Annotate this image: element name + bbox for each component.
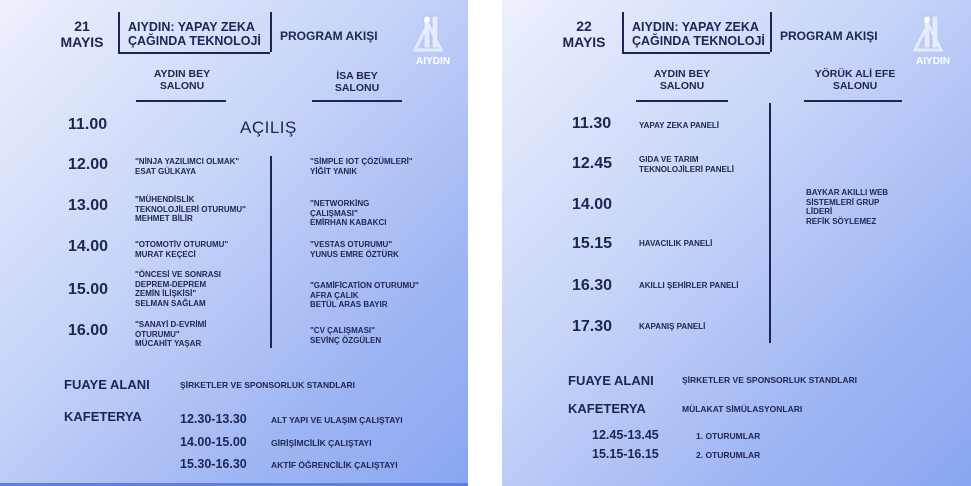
opening-time: 11.00 (68, 116, 108, 133)
salon-right (312, 70, 402, 94)
session-speaker: MURAT KEÇECİ (135, 249, 196, 259)
session-time: 13.00 (68, 197, 109, 214)
session-time: 14.00 (572, 196, 613, 213)
session-speaker: MÜCAHİT YAŞAR (135, 339, 202, 348)
session-time: 11.30 (572, 115, 612, 132)
salon-left (632, 68, 732, 92)
salon-underline (636, 100, 728, 102)
date-day: 22 (576, 18, 592, 34)
salon-right-line1: İSA BEY (336, 70, 378, 82)
session-time: 15.00 (68, 281, 109, 298)
session-left (135, 195, 246, 224)
session-right (310, 199, 386, 228)
session-speaker: YUNUS EMRE ÖZTÜRK (310, 249, 399, 259)
cafe-time: 15.15-16.15 (592, 447, 659, 461)
session-time: 15.15 (572, 235, 613, 252)
session-time: 12.45 (572, 155, 613, 172)
column-divider (769, 103, 771, 343)
session-title: ZEMİN İLİŞKİSİ" (135, 289, 197, 298)
session-time: 16.30 (572, 277, 613, 294)
cafe-text: ALT YAPI VE ULAŞIM ÇALIŞTAYI (271, 415, 403, 425)
session-title: KAPANIŞ PANELİ (639, 322, 706, 331)
session-right (310, 281, 419, 310)
session-title: HAVACILIK PANELİ (639, 239, 713, 248)
session-title: OTURUMU" (135, 329, 180, 339)
salon-right-line2: SALONU (832, 80, 878, 92)
session-title: AKILLI ŞEHİRLER PANELİ (639, 281, 739, 290)
session-title: TEKNOLOJİLERİ PANELİ (639, 164, 734, 174)
session-title: "NETWORKİNG (310, 199, 370, 208)
logo-text: AIYDIN (916, 56, 950, 67)
opening-label: AÇILIŞ (240, 118, 297, 137)
session-left (639, 322, 705, 332)
session-title: "GAMİFİCATİON OTURUMU" (310, 281, 419, 290)
date-block (554, 18, 614, 50)
salon-left-line1: AYDIN BEY (153, 68, 211, 80)
session-title: "SİMPLE IOT ÇÖZÜMLERİ" (310, 157, 413, 166)
event-title-line2: ÇAĞINDA TEKNOLOJİ (632, 34, 765, 48)
cafe-text: AKTİF ÖĞRENCİLİK ÇALIŞTAYI (271, 460, 398, 470)
header-divider (622, 12, 624, 52)
session-speaker: ESAT GÜLKAYA (135, 166, 197, 176)
event-title (632, 20, 765, 48)
session-speaker: EMİRHAN KABAKCI (310, 218, 387, 227)
session-right (310, 157, 413, 176)
session-speaker: SELMAN SAĞLAM (135, 298, 206, 308)
date-month: MAYIS (60, 34, 104, 50)
session-speaker: SEVİNÇ ÖZGÜLEN (310, 335, 382, 345)
session-speaker: MEHMET BİLİR (135, 214, 193, 223)
program-label: PROGRAM AKIŞI (280, 29, 378, 43)
session-speaker: AFRA ÇALIK (310, 290, 359, 300)
salon-underline (312, 100, 402, 102)
event-title-line1: AIYDIN: YAPAY ZEKA (632, 20, 759, 34)
session-title: YAPAY ZEKA PANELİ (639, 121, 720, 130)
salon-right (800, 68, 910, 92)
session-title: "VESTAS OTURUMU" (310, 240, 393, 249)
salon-underline (136, 100, 226, 102)
logo-text: AIYDIN (416, 56, 450, 67)
session-left (135, 157, 239, 176)
foyer-label: FUAYE ALANI (568, 373, 654, 388)
session-title: "MÜHENDİSLİK (135, 195, 195, 204)
session-title: LİDERİ (806, 207, 833, 216)
salon-left-line1: AYDIN BEY (653, 68, 711, 80)
salon-right-line1: YÖRÜK ALİ EFE (814, 68, 896, 80)
session-right (806, 188, 888, 226)
salon-left (132, 68, 232, 92)
salon-left-line2: SALONU (659, 80, 705, 92)
session-title: "SANAYİ D-EVRİMİ (135, 320, 207, 329)
session-title: "OTOMOTİV OTURUMU" (135, 240, 229, 249)
session-left (135, 240, 228, 259)
cafe-time: 12.45-13.45 (592, 428, 659, 442)
session-left (639, 239, 712, 249)
aiydin-logo-icon (910, 14, 956, 68)
cafe-text: 2. OTURUMLAR (696, 450, 761, 460)
session-time: 16.00 (68, 322, 109, 339)
header-divider (270, 12, 272, 52)
header-underline (622, 52, 770, 54)
date-month: MAYIS (562, 34, 606, 50)
date-block (52, 18, 112, 50)
header-underline (118, 52, 270, 54)
salon-left-line2: SALONU (159, 80, 205, 92)
event-title (128, 20, 261, 48)
session-title: GIDA VE TARIM (639, 155, 699, 164)
column-divider (270, 156, 272, 348)
session-left (639, 281, 738, 291)
header-divider (770, 12, 772, 52)
session-time: 14.00 (68, 238, 109, 255)
session-right (310, 240, 399, 259)
session-time: 17.30 (572, 318, 613, 335)
cafe-time: 14.00-15.00 (180, 435, 247, 449)
session-title: BAYKAR AKILLI WEB (806, 188, 889, 197)
session-left (135, 270, 221, 308)
session-title: TEKNOLOJİLERİ OTURUMU" (135, 204, 246, 214)
session-left (639, 121, 719, 131)
event-title-line1: AIYDIN: YAPAY ZEKA (128, 20, 255, 34)
session-title: DEPREM-DEPREM (135, 279, 207, 289)
session-right (310, 326, 381, 345)
foyer-text: ŞİRKETLER VE SPONSORLUK STANDLARI (180, 380, 356, 390)
event-title-line2: ÇAĞINDA TEKNOLOJİ (128, 34, 261, 48)
session-left (639, 155, 734, 174)
session-title: "NİNJA YAZILIMCI OLMAK" (135, 157, 240, 166)
cafe-text: GİRİŞİMCİLİK ÇALIŞTAYI (271, 438, 372, 448)
date-day: 21 (74, 18, 90, 34)
cafe-text: 1. OTURUMLAR (696, 431, 761, 441)
cafe-time: 15.30-16.30 (180, 457, 247, 471)
schedule-panel-day2 (502, 0, 971, 486)
cafe-label: KAFETERYA (64, 409, 142, 424)
header-divider (118, 12, 120, 52)
schedule-panel-day1 (0, 0, 468, 486)
salon-underline (804, 100, 902, 102)
session-title: "ÖNCESİ VE SONRASI (135, 270, 222, 279)
program-label: PROGRAM AKIŞI (780, 29, 878, 43)
foyer-text: ŞİRKETLER VE SPONSORLUK STANDLARI (682, 375, 858, 385)
session-title: "CV ÇALIŞMASI" (310, 326, 375, 335)
cafe-label: KAFETERYA (568, 401, 646, 416)
session-speaker: BETÜL ARAS BAYIR (310, 300, 388, 309)
salon-right-line2: SALONU (334, 82, 380, 94)
cafe-time: 12.30-13.30 (180, 412, 247, 426)
foyer-label: FUAYE ALANI (64, 377, 150, 392)
session-speaker: REFİK SÖYLEMEZ (806, 216, 877, 226)
cafe-text: MÜLAKAT SİMÜLASYONLARI (682, 404, 803, 414)
session-speaker: YİĞİT YANIK (310, 166, 358, 176)
session-left (135, 320, 207, 349)
session-time: 12.00 (68, 156, 109, 173)
session-title: SİSTEMLERİ GRUP (806, 197, 880, 207)
session-title: ÇALIŞMASI" (310, 208, 358, 218)
aiydin-logo-icon (410, 14, 456, 68)
